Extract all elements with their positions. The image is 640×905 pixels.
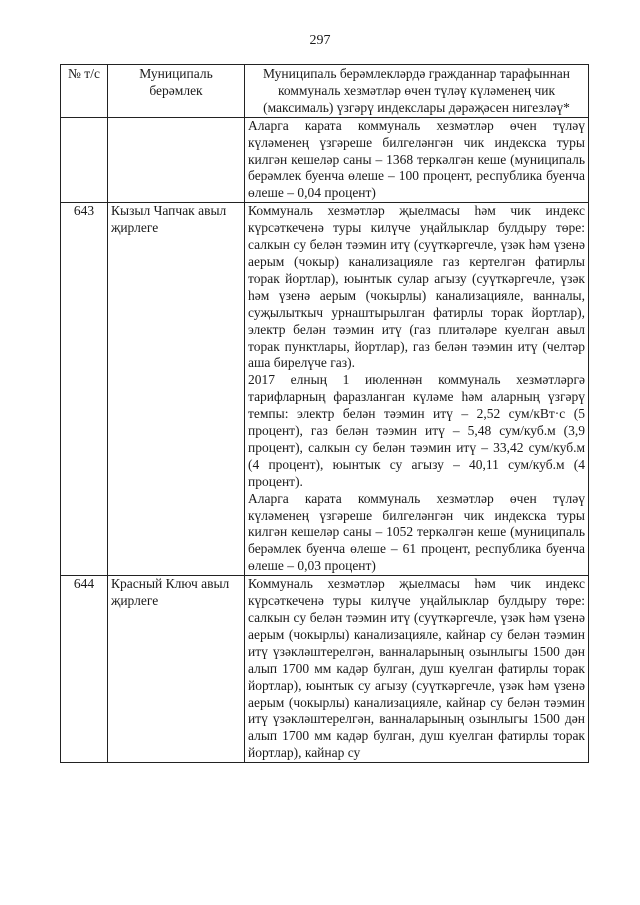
row-number: 644 — [61, 576, 108, 763]
row-municipality: Красный Ключ авыл җирлеге — [108, 576, 245, 763]
header-municipality: Муниципаль берәмлек — [108, 65, 245, 118]
row-number: 643 — [61, 203, 108, 576]
basis-paragraph: Коммуналь хезмәтләр җыелмасы һәм чик индекс күрсәткеченә туры килүче уңайлыклар булдыру төре: салкын су белән тәэмин итү (суүткәргечле, үзәк һәм үзенә аерым (чокыр) канализацияле газ кертелгән фатирлы торак йортлар), юынтык сулар агызу (суүткәргечле, үзәк һәм үзенә аерым (чокырлы) канализацияле, ванналы, суҗылыткыч урнаштырылган фатирлы торак йортлар), электр белән тәэмин итү (газ плитәләре куелган авыл торак пунктлары, йортлар), газ белән тәэмин итү (челтәр аша бирелүче газ). — [248, 203, 585, 371]
row-basis — [245, 576, 589, 763]
basis-paragraph: Коммуналь хезмәтләр җыелмасы һәм чик индекс күрсәткеченә туры килүче уңайлыклар булдыру төре: салкын су белән тәэмин итү (суүткәргечле, үзәк һәм үзенә аерым (чокырлы) канализацияле, кайнар су белән тәэмин итү үзәкләштерелгән, ванналарының озынлыгы 1500 дән алып 1700 мм кадәр булган, душ куелган фатирлы торак йортлар), юынтык су агызу (суүткәргечле, үзәк һәм үзенә аерым (чокырлы) канализацияле, кайнар су белән тәэмин итү үзәкләштерелгән, ванналарының озынлыгы 1500 дән алып 1700 мм кадәр булган, душ куелган фатирлы торак йортлар), кайнар су — [248, 576, 585, 761]
tariff-index-table — [60, 64, 589, 763]
table-header-row — [61, 65, 589, 118]
row-municipality: Кызыл Чапчак авыл җирлеге — [108, 203, 245, 576]
table-row — [61, 203, 589, 576]
basis-paragraph: Аларга карата коммуналь хезмәтләр өчен түләү күләменең үзгәреше билгеләнгән чик индекска туры килгән кешеләр саны – 1368 теркәлгән кеше (муниципаль берәмлек буенча өлеше – 100 процент, республика буенча өлеше – 0,04 процент) — [248, 117, 585, 201]
row-basis — [245, 203, 589, 576]
basis-paragraph: Аларга карата коммуналь хезмәтләр өчен түләү күләменең үзгәреше билгеләнгән чик индекска туры килгән кешеләр саны – 1052 теркәлгән кеше (муниципаль берәмлек буенча өлеше – 61 процент, республика буенча өлеше – 0,03 процент) — [248, 490, 585, 574]
row-basis — [245, 117, 589, 203]
table-row — [61, 576, 589, 763]
header-basis: Муниципаль берәмлекләрдә гражданнар тарафыннан коммуналь хезмәтләр өчен түләү күләменең чик (максималь) үзгәрү индекслары дәрәҗәсен нигезләү* — [245, 65, 589, 118]
row-municipality — [108, 117, 245, 203]
page-number: 297 — [309, 33, 331, 48]
basis-paragraph: 2017 елның 1 июленнән коммуналь хезмәтләргә тарифларның фаразланган күләме һәм аларның үзгәрү темпы: электр белән тәэмин итү – 2,52 сум/кВт·с (5 процент), газ белән тәэмин итү – 5,48 сум/куб.м (3,9 процент), салкын су белән тәэмин итү – 33,42 сум/куб.м (4 процент), юынтык су агызу – 40,11 сум/куб.м (4 процент). — [248, 372, 585, 489]
row-number — [61, 117, 108, 203]
table-row — [61, 117, 589, 203]
header-number: № т/с — [61, 65, 108, 118]
